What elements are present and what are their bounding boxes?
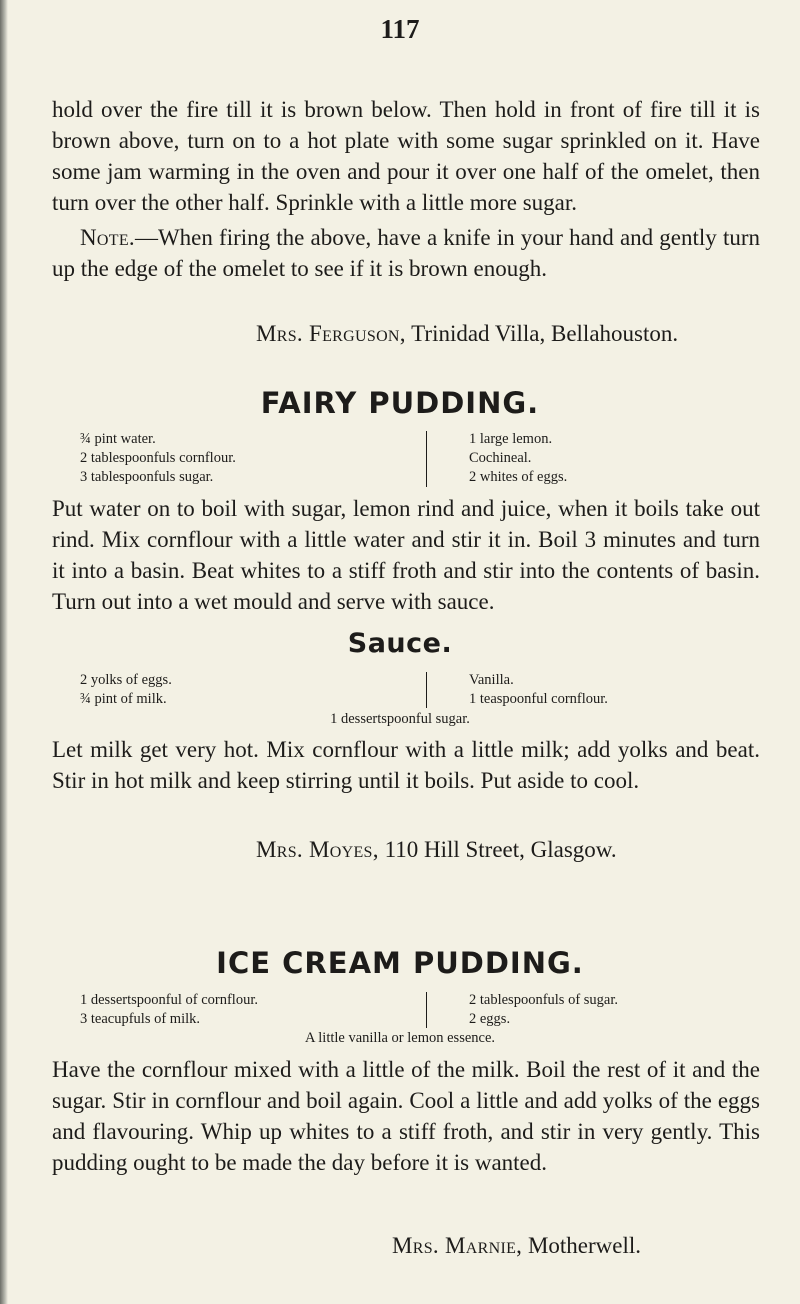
ice-cream-ingredients-left	[80, 991, 258, 1029]
signature-ferguson	[256, 318, 678, 349]
ice-cream-ingredient-center: A little vanilla or lemon essence.	[304, 1030, 496, 1046]
column-divider	[426, 672, 427, 708]
page-number: 117	[380, 14, 420, 44]
ingredient-item: 2 tablespoonfuls cornflour.	[80, 450, 236, 466]
ingredient-item: 3 tablespoonfuls sugar.	[80, 469, 214, 485]
note-paragraph	[52, 222, 760, 284]
intro-paragraph: hold over the fire till it is brown below. Then hold in front of fire till it is brown above, turn on to a hot plate with some sugar sprinkled on it. Have some jam warming in the oven and pour it over one half of the omelet, then turn over the other half. Sprinkle with a little more sugar.	[52, 97, 760, 215]
signature-place: Trinidad Villa, Bellahouston.	[405, 321, 679, 346]
ingredient-item: ¾ pint of milk.	[80, 691, 167, 707]
sauce-ingredient-center: 1 dessertspoonful sugar.	[330, 711, 470, 727]
ingredient-item: 2 tablespoonfuls of sugar.	[469, 992, 619, 1008]
ice-cream-method: Have the cornflour mixed with a little of the milk. Boil the rest of it and the sugar. Stir in cornflour and boil again. Cool a little and add yolks of the eggs and flavouring. Whip up whites to a stiff froth, and stir in very gently. This pudding ought to be made the day before it is wanted.	[52, 1057, 760, 1175]
fairy-ingredients-right	[469, 430, 567, 487]
ingredient-item: Vanilla.	[469, 672, 514, 688]
ingredient-item: 1 large lemon.	[469, 431, 553, 447]
ingredient-item: 2 whites of eggs.	[469, 469, 568, 485]
ingredient-item: 2 eggs.	[469, 1011, 511, 1027]
note-text: —When firing the above, have a knife in your hand and gently turn up the edge of the omelet to see if it is brown enough.	[52, 225, 760, 281]
signature-place: Motherwell.	[522, 1233, 642, 1258]
sauce-title: Sauce.	[347, 628, 453, 659]
column-divider	[426, 992, 427, 1028]
ingredient-item: 2 yolks of eggs.	[80, 672, 172, 688]
sauce-ingredients-left	[80, 671, 172, 709]
signature-place: 110 Hill Street, Glasgow.	[378, 837, 617, 862]
signature-marnie	[392, 1230, 641, 1261]
ice-cream-pudding-title: ICE CREAM PUDDING.	[216, 946, 584, 980]
signature-moyes	[256, 834, 617, 865]
note-label: Note.	[80, 225, 135, 250]
ingredient-item: 1 teaspoonful cornflour.	[469, 691, 608, 707]
ingredient-item: ¾ pint water.	[80, 431, 156, 447]
signature-name: Mrs. Moyes,	[256, 837, 379, 862]
fairy-ingredients-left	[80, 430, 236, 487]
ice-cream-ingredients-right	[469, 991, 618, 1029]
ingredient-item: 1 dessertspoonful of cornflour.	[80, 992, 258, 1008]
column-divider	[426, 431, 427, 487]
sauce-method: Let milk get very hot. Mix cornflour with a little milk; add yolks and beat. Stir in hot milk and keep stirring until it boils. Put aside to cool.	[52, 737, 760, 793]
sauce-ingredients-right	[469, 671, 608, 709]
signature-name: Mrs. Marnie,	[392, 1233, 523, 1258]
fairy-method: Put water on to boil with sugar, lemon rind and juice, when it boils take out rind. Mix cornflour with a little water and stir it in. Boil 3 minutes and turn it into a basin. Beat whites to a stiff froth and stir into the contents of basin. Turn out into a wet mould and serve with sauce.	[52, 496, 760, 614]
fairy-pudding-title: FAIRY PUDDING.	[260, 386, 540, 420]
signature-name: Mrs. Ferguson,	[256, 321, 406, 346]
ingredient-item: Cochineal.	[469, 450, 532, 466]
ingredient-item: 3 teacupfuls of milk.	[80, 1011, 201, 1027]
